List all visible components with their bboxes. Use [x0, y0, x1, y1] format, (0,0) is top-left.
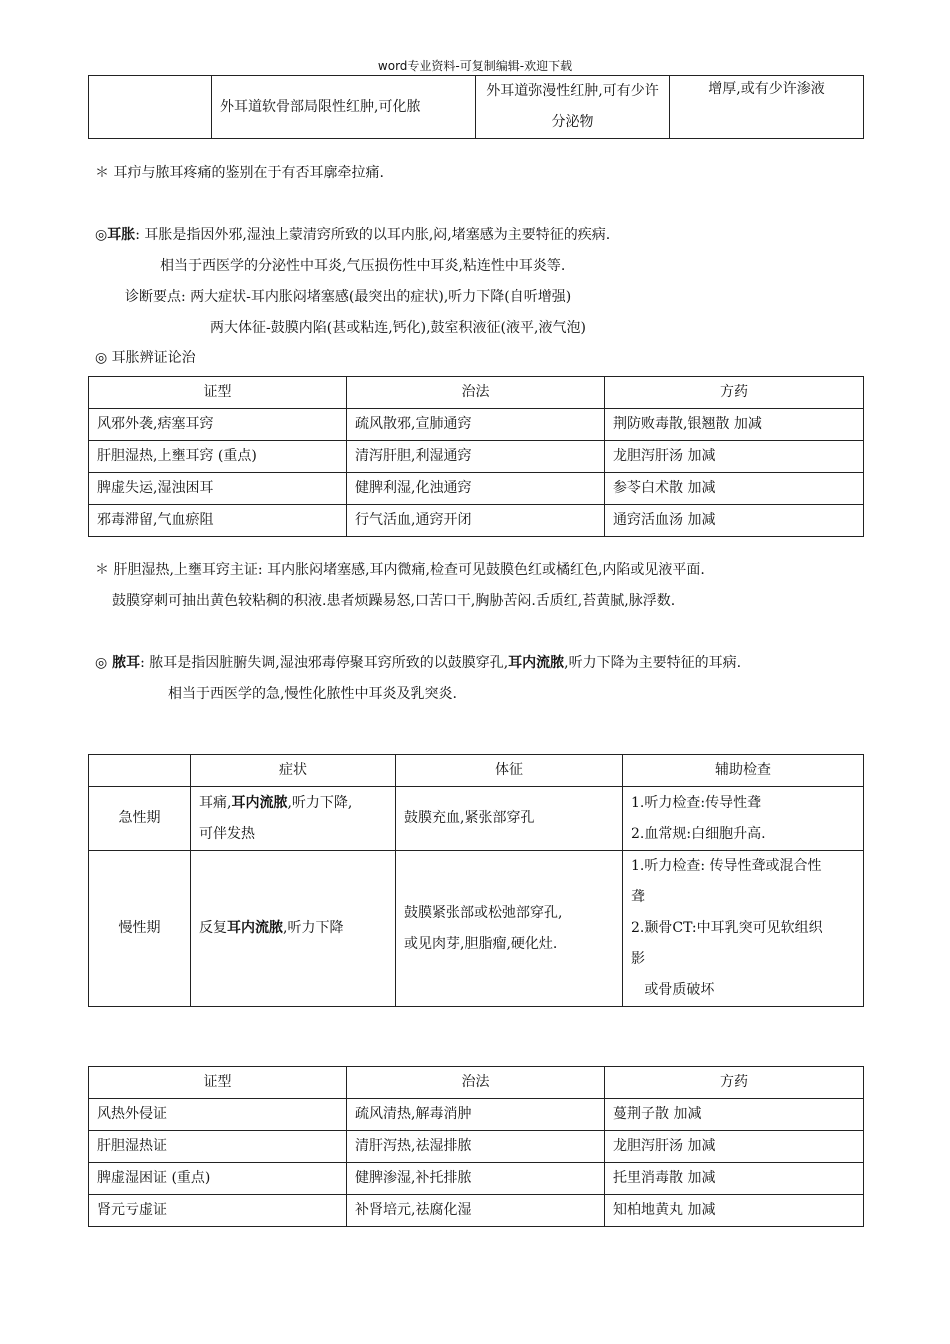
chronic-exams: [623, 851, 864, 1007]
erzhang-definition: [95, 220, 610, 250]
col-header-stage: [89, 755, 191, 787]
text-bold: 耳内流脓: [231, 794, 288, 811]
chronic-symptoms: [191, 851, 396, 1007]
nouer-definition: [95, 648, 741, 678]
table-cell: 脾虚湿困证 (重点): [89, 1163, 347, 1195]
col-header-syndrome: 证型: [89, 377, 347, 409]
table-row: [89, 505, 864, 537]
table-cell: 龙胆泻肝汤 加减: [605, 1131, 864, 1163]
table-cell: 肝胆湿热,上壅耳窍 (重点): [89, 441, 347, 473]
text: 可伴发热: [199, 825, 255, 842]
acute-signs: 鼓膜充血,紧张部穿孔: [396, 787, 623, 851]
page-header: word专业资料-可复制编辑-欢迎下载: [377, 59, 573, 73]
table-row: [89, 1099, 864, 1131]
text: 或见肉芽,胆脂瘤,硬化灶.: [404, 935, 558, 952]
note-damp-heat-line1: ＊ 肝胆湿热,上壅耳窍主证: 耳内胀闷堵塞感,耳内微痛,检查可见鼓膜色红或橘红色,内陷或见液平面.: [95, 562, 705, 578]
top-cell-2: 外耳道弥漫性红肿,可有少许分泌物: [476, 76, 670, 139]
table-row: [89, 1195, 864, 1227]
nouer-western: 相当于西医学的急,慢性化脓性中耳炎及乳突炎.: [168, 686, 457, 702]
col-header-formula: 方药: [605, 377, 864, 409]
table-cell: 脾虚失运,湿浊困耳: [89, 473, 347, 505]
table-cell: 健脾利湿,化浊通窍: [347, 473, 605, 505]
text: ,听力下降,: [287, 794, 353, 811]
nouer-stage-table: [88, 754, 864, 1007]
table-cell: 疏风清热,解毒消肿: [347, 1099, 605, 1131]
top-cell-0: [89, 76, 212, 139]
text: 耳痛,: [199, 794, 232, 811]
text: 1.听力检查: 传导性聋或混合性: [631, 858, 822, 874]
text: 影: [631, 951, 645, 967]
nouer-def-a: : 脓耳是指因脏腑失调,湿浊邪毒停聚耳窍所致的以鼓膜穿孔,: [140, 655, 509, 671]
table-cell: 托里消毒散 加减: [605, 1163, 864, 1195]
erzhang-treatment-table: [88, 376, 864, 537]
erzhang-diagnosis-2: 两大体征-鼓膜内陷(甚或粘连,钙化),鼓室积液征(液平,液气泡): [210, 320, 586, 336]
note-damp-heat-line2: 鼓膜穿刺可抽出黄色较粘稠的积液.患者烦躁易怒,口苦口干,胸胁苦闷.舌质红,苔黄腻,脉浮数.: [112, 593, 676, 609]
text: 2.血常规:白细胞升高.: [631, 825, 766, 842]
stage-acute: 急性期: [89, 787, 191, 851]
acute-exams: [623, 787, 864, 851]
table-cell: 龙胆泻肝汤 加减: [605, 441, 864, 473]
table-row: [89, 473, 864, 505]
col-header-syndrome: 证型: [89, 1067, 347, 1099]
top-comparison-table: [88, 75, 864, 139]
col-header-symptoms: 症状: [191, 755, 396, 787]
text: ,听力下降: [283, 920, 344, 936]
table-row: [89, 1163, 864, 1195]
table-row-acute: [89, 787, 864, 851]
table-cell: 健脾渗湿,补托排脓: [347, 1163, 605, 1195]
col-header-treatment: 治法: [347, 1067, 605, 1099]
table-cell: 肝胆湿热证: [89, 1131, 347, 1163]
table-cell: 通窍活血汤 加减: [605, 505, 864, 537]
erzhang-western: 相当于西医学的分泌性中耳炎,气压损伤性中耳炎,粘连性中耳炎等.: [160, 258, 566, 274]
text-bold: 耳内流脓: [227, 920, 283, 936]
acute-symptoms: [191, 787, 396, 851]
erzhang-section-title: ◎ 耳胀辨证论治: [95, 350, 196, 366]
nouer-def-bold: 耳内流脓: [508, 655, 565, 671]
text: 1.听力检查:传导性聋: [631, 794, 762, 811]
text: 或骨质破坏: [644, 982, 715, 998]
table-cell: 清肝泻热,祛湿排脓: [347, 1131, 605, 1163]
table-cell: 知柏地黄丸 加减: [605, 1195, 864, 1227]
col-header-formula: 方药: [605, 1067, 864, 1099]
diagnosis-symptoms: 两大症状-耳内胀闷堵塞感(最突出的症状),听力下降(自听增强): [190, 289, 572, 305]
col-header-signs: 体征: [396, 755, 623, 787]
stage-chronic: 慢性期: [89, 851, 191, 1007]
erzhang-title: ◎耳胀: [95, 227, 136, 243]
table-row-chronic: [89, 851, 864, 1007]
table-cell: 风邪外袭,痞塞耳窍: [89, 409, 347, 441]
col-header-treatment: 治法: [347, 377, 605, 409]
table-cell: 补肾培元,祛腐化湿: [347, 1195, 605, 1227]
text: 反复: [199, 920, 227, 936]
table-row: [89, 1131, 864, 1163]
table-cell: 肾元亏虚证: [89, 1195, 347, 1227]
text: 聋: [631, 889, 645, 905]
table-row: [89, 409, 864, 441]
table-cell: 风热外侵证: [89, 1099, 347, 1131]
erzhang-def-text: : 耳胀是指因外邪,湿浊上蒙清窍所致的以耳内胀,闷,堵塞感为主要特征的疾病.: [135, 227, 611, 243]
text: 2.颞骨CT:中耳乳突可见软组织: [631, 920, 823, 936]
text: 鼓膜紧张部或松弛部穿孔,: [404, 904, 563, 921]
table-cell: 荆防败毒散,银翘散 加减: [605, 409, 864, 441]
diagnosis-label: 诊断要点:: [125, 289, 186, 305]
table-cell: 邪毒滞留,气血瘀阻: [89, 505, 347, 537]
nouer-treatment-table: [88, 1066, 864, 1227]
erzhang-diagnosis-1: [125, 282, 571, 312]
top-cell-3: 增厚,或有少许渗液: [670, 76, 864, 139]
col-header-exams: 辅助检查: [623, 755, 864, 787]
table-cell: 疏风散邪,宣肺通窍: [347, 409, 605, 441]
top-cell-1: 外耳道软骨部局限性红肿,可化脓: [212, 76, 476, 139]
table-cell: 蔓荆子散 加减: [605, 1099, 864, 1131]
table-cell: 行气活血,通窍开闭: [347, 505, 605, 537]
table-cell: 清泻肝胆,利湿通窍: [347, 441, 605, 473]
nouer-title: ◎ 脓耳: [95, 655, 141, 671]
table-row: [89, 441, 864, 473]
note-ear-boil: ＊ 耳疖与脓耳疼痛的鉴别在于有否耳廓牵拉痛.: [95, 165, 384, 181]
chronic-signs: [396, 851, 623, 1007]
table-cell: 参苓白术散 加减: [605, 473, 864, 505]
nouer-def-b: ,听力下降为主要特征的耳病.: [564, 655, 742, 671]
